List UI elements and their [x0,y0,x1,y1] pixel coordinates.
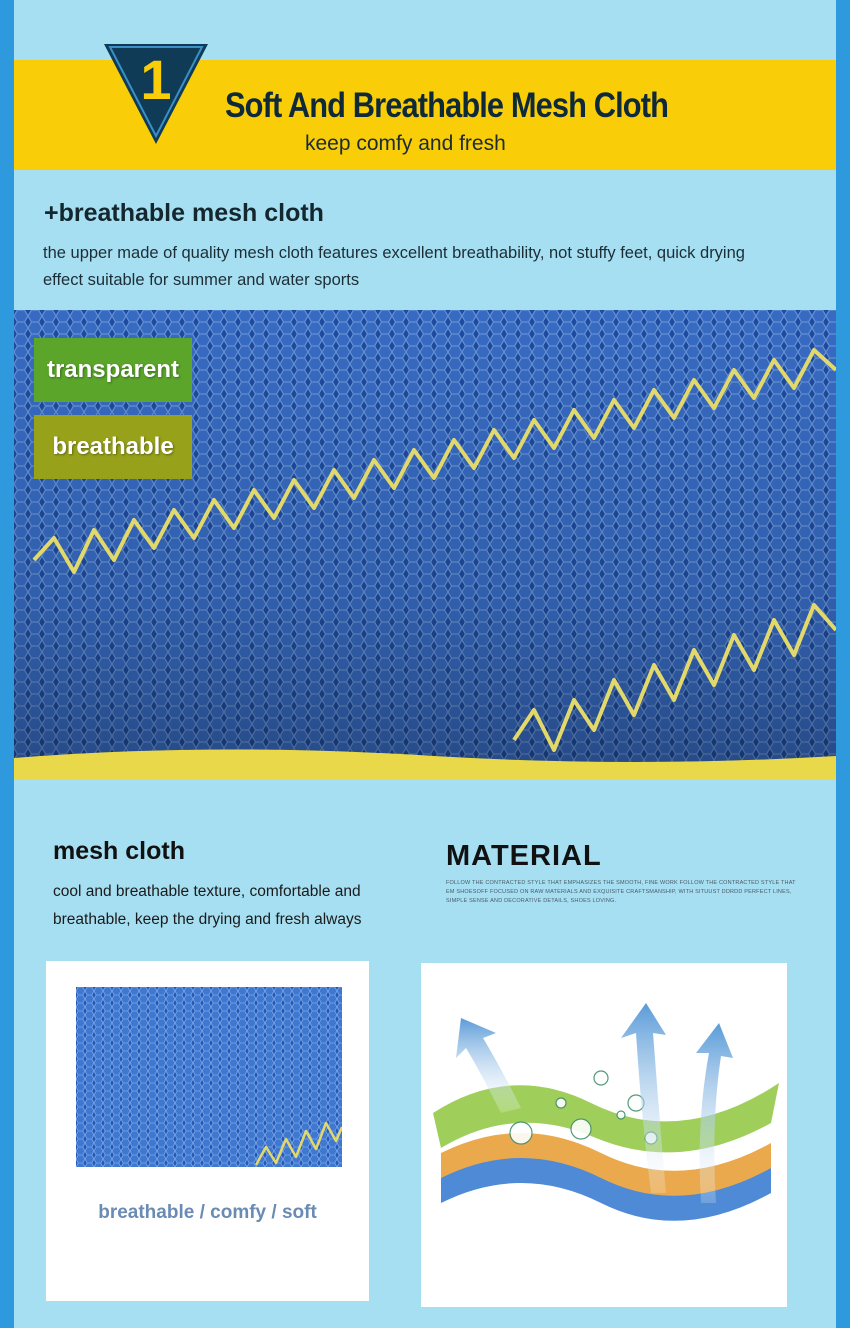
number-badge [104,44,208,144]
banner-subtitle: keep comfy and fresh [305,132,506,155]
breathable-tag: breathable [34,415,192,479]
right-edge-stripe [836,0,850,1328]
left-edge-stripe [0,0,14,1328]
material-heading: MATERIAL [446,840,602,872]
breathable-heading: +breathable mesh cloth [44,199,324,227]
material-fine-print: FOLLOW THE CONTRACTED STYLE THAT EMPHASIZES THE SMOOTH, FINE WORK FOLLOW THE CONTRACTED STYLE THAT EM SHOESOFF FOCUSED ON RAW MATERIALS AND EXQUISITE CRAFTSMANSHIP, WITH SITUUST DDRDD PERFECT LINES, SIMPLE SENSE AND DECORATIVE DETAILS, SHOES LOVING. [446,880,796,904]
transparent-tag: transparent [34,338,192,402]
mesh-sample-image [76,987,342,1167]
breathable-description: the upper made of quality mesh cloth features excellent breathability, not stuffy feet, quick drying effect suitable for summer and water sports [43,244,745,289]
mesh-sample-card [46,961,369,1301]
banner-title: Soft And Breathable Mesh Cloth [225,86,669,125]
material-layers-card [421,963,787,1307]
mesh-sample-texture [76,987,342,1167]
mesh-cloth-heading: mesh cloth [53,837,185,865]
badge-number: 1 [140,48,172,111]
mesh-cloth-description: cool and breathable texture, comfortable and breathable, keep the drying and fresh always [53,883,362,928]
mesh-sample-caption: breathable / comfy / soft [98,1202,317,1223]
material-layers-illustration [421,963,787,1307]
